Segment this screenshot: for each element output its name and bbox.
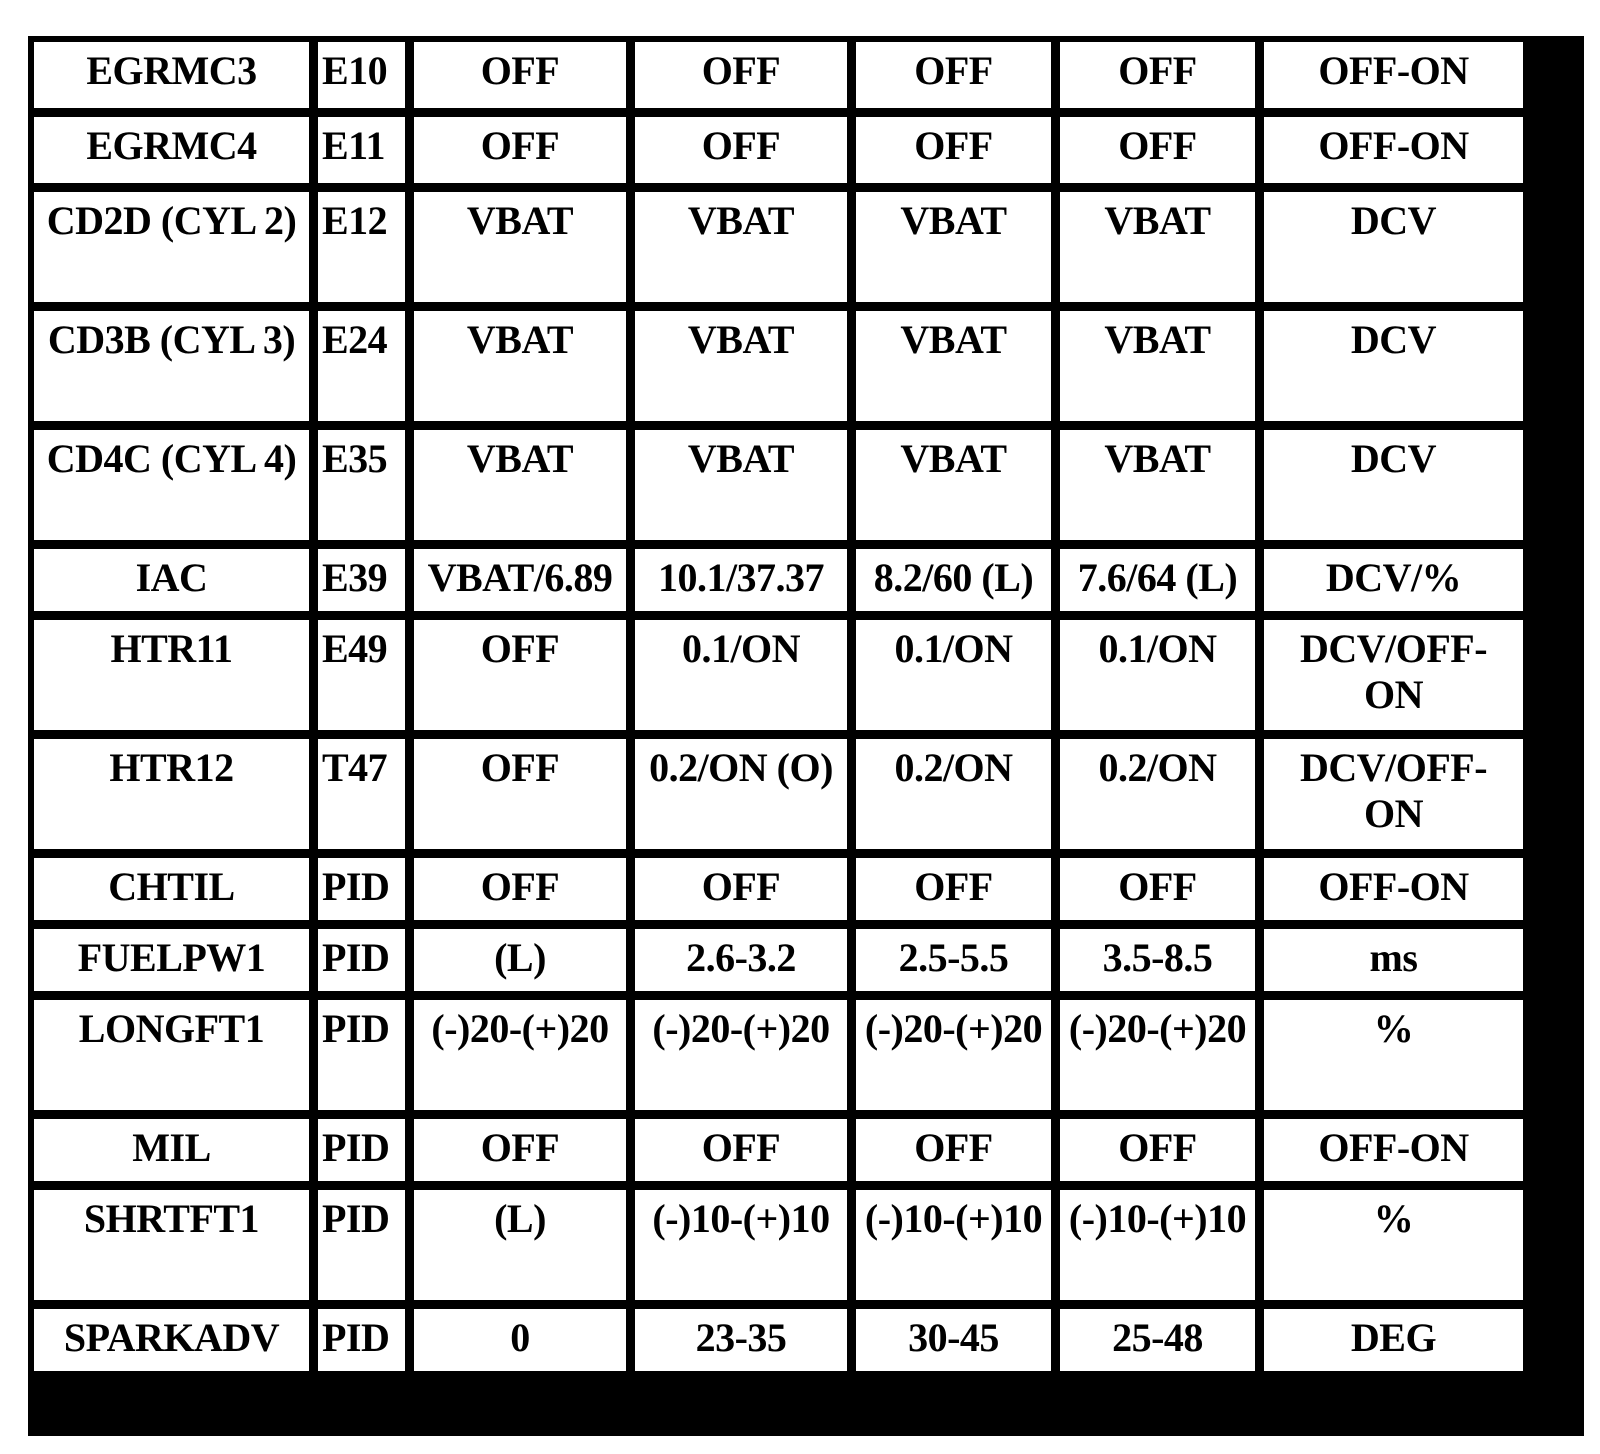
- table-cell-c1: [414, 192, 626, 302]
- cell-text: OFF: [701, 864, 781, 909]
- table-cell-c3: [856, 42, 1051, 108]
- cell-text: DCV/OFF-ON: [1299, 745, 1488, 836]
- cell-text: OFF: [1118, 1125, 1197, 1170]
- table-cell-unit: [1264, 739, 1523, 849]
- table-cell-c3: [856, 739, 1051, 849]
- table-cell-c3: [856, 858, 1051, 920]
- table-cell-c2: [635, 1119, 847, 1181]
- cell-text: 0: [510, 1315, 530, 1360]
- table-cell-c2: [635, 311, 847, 421]
- table-cell-unit: [1264, 1119, 1523, 1181]
- table-cell-c3: [856, 620, 1051, 730]
- cell-text: (-)10-(+)10: [864, 1196, 1043, 1241]
- cell-text: DEG: [1350, 1315, 1437, 1360]
- cell-text: OFF: [914, 48, 993, 93]
- cell-text: CD4C (CYL 4): [46, 436, 297, 481]
- table-cell-unit: [1264, 858, 1523, 920]
- table-cell-c1: [414, 1309, 626, 1371]
- cell-text: 0.1/ON: [681, 626, 801, 671]
- cell-text: OFF: [701, 48, 781, 93]
- cell-text: VBAT: [466, 198, 574, 243]
- cell-text: E10: [322, 48, 388, 93]
- table-cell-c4: [1060, 430, 1255, 540]
- cell-text: 30-45: [908, 1315, 999, 1360]
- cell-text: FUELPW1: [77, 935, 266, 980]
- cell-text: DCV: [1350, 317, 1437, 362]
- cell-text: (-)20-(+)20: [864, 1006, 1043, 1051]
- table-cell-unit: [1264, 117, 1523, 183]
- cell-text: E11: [322, 123, 385, 168]
- table-cell-unit: [1264, 311, 1523, 421]
- cell-text: 3.5-8.5: [1102, 935, 1213, 980]
- table-cell-c2: [635, 858, 847, 920]
- cell-text: OFF: [1118, 864, 1197, 909]
- table-cell-c4: [1060, 858, 1255, 920]
- table-cell-c2: [635, 620, 847, 730]
- table-cell-pin: [318, 620, 405, 730]
- table-cell-c4: [1060, 311, 1255, 421]
- table-cell-c2: [635, 430, 847, 540]
- cell-text: OFF-ON: [1318, 1125, 1469, 1170]
- table-cell-pin: [318, 739, 405, 849]
- table-cell-c1: [414, 117, 626, 183]
- table-cell-c2: [635, 929, 847, 991]
- table-cell-c4: [1060, 739, 1255, 849]
- cell-text: PID: [322, 1196, 390, 1241]
- table-cell-c3: [856, 1190, 1051, 1300]
- table-cell-c3: [856, 311, 1051, 421]
- table-cell-unit: [1264, 549, 1523, 611]
- table-cell-pin: [318, 549, 405, 611]
- table-cell-c4: [1060, 1119, 1255, 1181]
- cell-text: DCV: [1350, 198, 1437, 243]
- table-cell-name: [34, 929, 309, 991]
- table-cell-c3: [856, 929, 1051, 991]
- cell-text: E49: [322, 626, 388, 671]
- cell-text: OFF-ON: [1318, 48, 1469, 93]
- cell-text: HTR11: [110, 626, 233, 671]
- table-cell-c2: [635, 1000, 847, 1110]
- table-cell-pin: [318, 1309, 405, 1371]
- table-cell-unit: [1264, 1000, 1523, 1110]
- cell-text: OFF: [480, 626, 560, 671]
- table-cell-name: [34, 192, 309, 302]
- cell-text: VBAT/6.89: [427, 555, 613, 600]
- table-cell-c1: [414, 311, 626, 421]
- cell-text: %: [1373, 1196, 1414, 1241]
- table-cell-c3: [856, 192, 1051, 302]
- table-cell-c3: [856, 1000, 1051, 1110]
- cell-text: 2.5-5.5: [898, 935, 1009, 980]
- cell-text: VBAT: [1104, 317, 1211, 362]
- table-cell-name: [34, 311, 309, 421]
- table-cell-pin: [318, 929, 405, 991]
- cell-text: PID: [322, 1006, 390, 1051]
- cell-text: OFF: [914, 864, 993, 909]
- cell-text: VBAT: [900, 436, 1007, 481]
- cell-text: T47: [322, 745, 388, 790]
- table-cell-name: [34, 620, 309, 730]
- table-cell-name: [34, 42, 309, 108]
- table-cell-pin: [318, 1190, 405, 1300]
- table-cell-name: [34, 739, 309, 849]
- table-cell-c3: [856, 1119, 1051, 1181]
- table-cell-unit: [1264, 1190, 1523, 1300]
- cell-text: DCV: [1350, 436, 1437, 481]
- cell-text: (-)20-(+)20: [1068, 1006, 1247, 1051]
- table-cell-pin: [318, 1000, 405, 1110]
- table-grid: [34, 42, 1578, 1430]
- table-cell-name: [34, 1309, 309, 1371]
- cell-text: OFF: [480, 1125, 560, 1170]
- cell-text: OFF: [914, 1125, 993, 1170]
- cell-text: CD3B (CYL 3): [47, 317, 296, 362]
- cell-text: (L): [494, 935, 546, 980]
- cell-text: SHRTFT1: [83, 1196, 260, 1241]
- cell-text: 2.6-3.2: [686, 935, 796, 980]
- cell-text: OFF: [1118, 123, 1197, 168]
- table-cell-c1: [414, 620, 626, 730]
- cell-text: PID: [322, 1125, 390, 1170]
- cell-text: OFF: [480, 48, 560, 93]
- table-cell-c3: [856, 117, 1051, 183]
- cell-text: OFF: [1118, 48, 1197, 93]
- table-cell-c4: [1060, 42, 1255, 108]
- table-cell-c1: [414, 1119, 626, 1181]
- table-cell-c2: [635, 192, 847, 302]
- table-cell-c4: [1060, 192, 1255, 302]
- table-cell-c2: [635, 117, 847, 183]
- cell-text: VBAT: [687, 317, 795, 362]
- cell-text: 0.2/ON (O): [649, 745, 833, 790]
- cell-text: OFF: [480, 123, 560, 168]
- cell-text: VBAT: [687, 436, 795, 481]
- cell-text: E12: [322, 198, 388, 243]
- table-cell-c1: [414, 1190, 626, 1300]
- table-cell-unit: [1264, 620, 1523, 730]
- cell-text: VBAT: [1104, 436, 1211, 481]
- data-table: [28, 36, 1584, 1436]
- table-cell-c1: [414, 929, 626, 991]
- table-cell-c1: [414, 430, 626, 540]
- cell-text: PID: [322, 864, 390, 909]
- cell-text: (-)10-(+)10: [652, 1196, 830, 1241]
- cell-text: LONGFT1: [78, 1006, 265, 1051]
- table-cell-name: [34, 1000, 309, 1110]
- cell-text: VBAT: [900, 198, 1007, 243]
- cell-text: SPARKADV: [63, 1315, 280, 1360]
- cell-text: 7.6/64 (L): [1077, 555, 1238, 600]
- table-cell-pin: [318, 1119, 405, 1181]
- cell-text: VBAT: [466, 436, 574, 481]
- table-cell-c3: [856, 1309, 1051, 1371]
- table-cell-name: [34, 1190, 309, 1300]
- cell-text: ms: [1369, 935, 1418, 980]
- table-cell-unit: [1264, 430, 1523, 540]
- cell-text: 8.2/60 (L): [873, 555, 1034, 600]
- cell-text: E35: [322, 436, 388, 481]
- table-cell-c4: [1060, 1000, 1255, 1110]
- table-cell-pin: [318, 311, 405, 421]
- table-cell-c1: [414, 739, 626, 849]
- cell-text: 25-48: [1112, 1315, 1203, 1360]
- cell-text: EGRMC4: [86, 123, 257, 168]
- cell-text: DCV/%: [1325, 555, 1462, 600]
- cell-text: PID: [322, 1315, 390, 1360]
- cell-text: E39: [322, 555, 388, 600]
- table-cell-c4: [1060, 117, 1255, 183]
- table-cell-c2: [635, 1309, 847, 1371]
- table-cell-c1: [414, 42, 626, 108]
- cell-text: OFF: [480, 864, 560, 909]
- cell-text: (-)20-(+)20: [652, 1006, 830, 1051]
- cell-text: MIL: [132, 1125, 211, 1170]
- table-cell-c3: [856, 430, 1051, 540]
- cell-text: (-)20-(+)20: [431, 1006, 609, 1051]
- table-cell-c2: [635, 549, 847, 611]
- table-cell-c3: [856, 549, 1051, 611]
- table-cell-name: [34, 117, 309, 183]
- cell-text: VBAT: [687, 198, 795, 243]
- cell-text: 0.2/ON: [894, 745, 1013, 790]
- cell-text: 0.2/ON: [1098, 745, 1217, 790]
- table-cell-name: [34, 549, 309, 611]
- cell-text: 0.1/ON: [894, 626, 1013, 671]
- cell-text: (L): [494, 1196, 546, 1241]
- table-cell-unit: [1264, 192, 1523, 302]
- cell-text: PID: [322, 935, 390, 980]
- table-cell-c1: [414, 1000, 626, 1110]
- table-cell-c4: [1060, 1190, 1255, 1300]
- table-cell-c4: [1060, 549, 1255, 611]
- table-cell-c4: [1060, 1309, 1255, 1371]
- cell-text: VBAT: [466, 317, 574, 362]
- table-cell-c4: [1060, 620, 1255, 730]
- cell-text: CD2D (CYL 2): [46, 198, 297, 243]
- cell-text: OFF: [480, 745, 560, 790]
- table-cell-c1: [414, 549, 626, 611]
- table-cell-pin: [318, 858, 405, 920]
- table-cell-unit: [1264, 42, 1523, 108]
- cell-text: VBAT: [900, 317, 1007, 362]
- table-cell-c1: [414, 858, 626, 920]
- table-cell-unit: [1264, 929, 1523, 991]
- table-cell-name: [34, 1119, 309, 1181]
- cell-text: VBAT: [1104, 198, 1211, 243]
- cell-text: E24: [322, 317, 388, 362]
- cell-text: EGRMC3: [86, 48, 257, 93]
- table-cell-name: [34, 858, 309, 920]
- table-cell-unit: [1264, 1309, 1523, 1371]
- table-cell-c2: [635, 1190, 847, 1300]
- cell-text: 10.1/37.37: [657, 555, 825, 600]
- table-cell-c2: [635, 42, 847, 108]
- cell-text: DCV/OFF-ON: [1299, 626, 1488, 717]
- table-cell-name: [34, 430, 309, 540]
- cell-text: (-)10-(+)10: [1068, 1196, 1247, 1241]
- cell-text: 0.1/ON: [1098, 626, 1217, 671]
- cell-text: 23-35: [695, 1315, 787, 1360]
- cell-text: %: [1373, 1006, 1414, 1051]
- table-cell-pin: [318, 42, 405, 108]
- table-cell-c4: [1060, 929, 1255, 991]
- cell-text: OFF: [914, 123, 993, 168]
- cell-text: HTR12: [109, 745, 234, 790]
- table-cell-pin: [318, 117, 405, 183]
- cell-text: OFF: [701, 123, 781, 168]
- table-cell-pin: [318, 192, 405, 302]
- cell-text: IAC: [135, 555, 208, 600]
- cell-text: OFF: [701, 1125, 781, 1170]
- table-cell-pin: [318, 430, 405, 540]
- cell-text: OFF-ON: [1318, 864, 1469, 909]
- cell-text: CHTIL: [108, 864, 235, 909]
- table-cell-c2: [635, 739, 847, 849]
- cell-text: OFF-ON: [1318, 123, 1469, 168]
